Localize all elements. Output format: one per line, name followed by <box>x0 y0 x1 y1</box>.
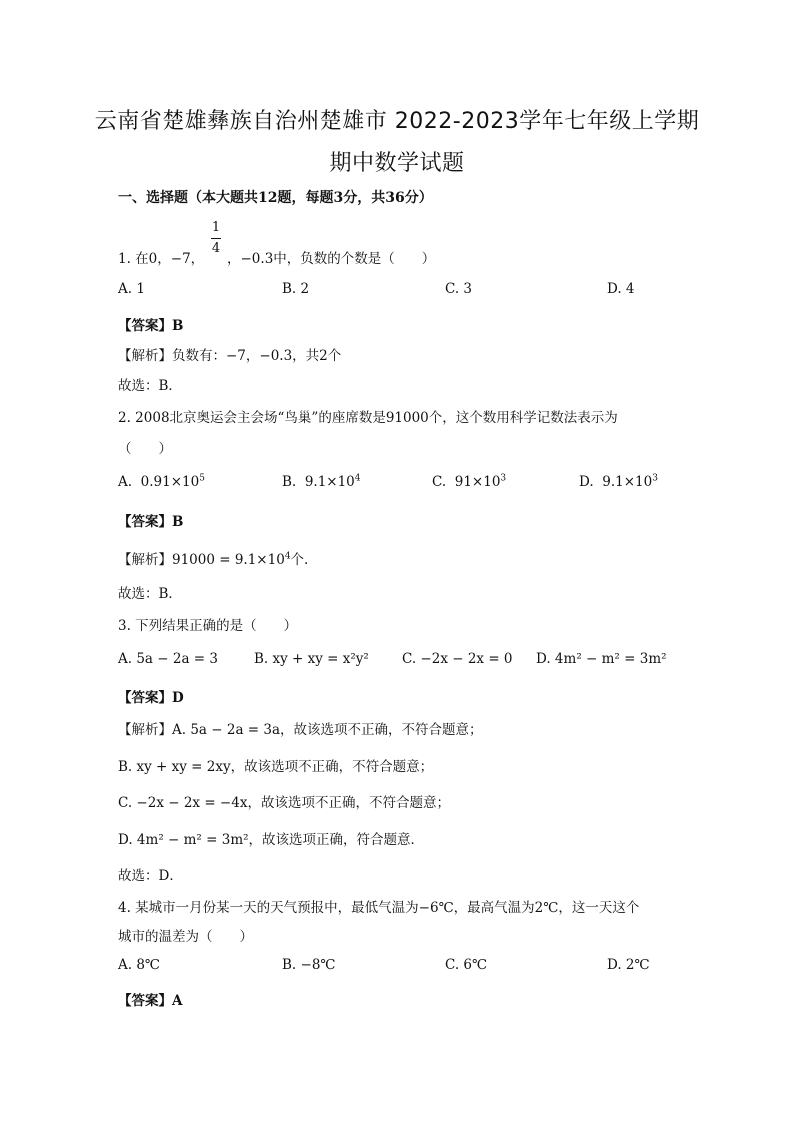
q2-analysis-exp: 4 <box>284 551 291 562</box>
q3-analysis-b: B. xy + xy = 2xy，故该选项不正确，不符合题意； <box>118 759 434 775</box>
q2-option-d-label: D. <box>579 474 594 490</box>
q3-stem: 3. 下列结果正确的是（ ） <box>118 618 298 634</box>
q2-option-b-base: 9.1×10 <box>304 474 355 490</box>
q4-option-c: C. 6℃ <box>445 957 488 973</box>
q2-option-c-label: C. <box>432 474 447 490</box>
q1-fraction-numerator: 1 <box>211 220 221 235</box>
q2-option-b-label: B. <box>282 474 297 490</box>
q1-fraction-bar <box>211 238 221 239</box>
q2-option-a-label: A. <box>118 474 133 490</box>
q4-stem-line-1: 4. 某城市一月份某一天的天气预报中，最低气温为−6℃，最高气温为2℃，这一天这个 <box>118 900 640 916</box>
q4-option-b: B. −8℃ <box>282 957 336 973</box>
q1-stem-suffix: ，−0.3中，负数的个数是（ ） <box>227 251 436 267</box>
q2-option-d <box>579 474 658 490</box>
section-heading: 一、选择题（本大题共12题，每题3分，共36分） <box>118 190 433 206</box>
q2-option-c <box>432 474 506 490</box>
q2-option-d-exp: 3 <box>652 473 658 484</box>
q3-option-a: A. 5a − 2a = 3 <box>118 651 218 667</box>
q2-analysis-prefix: 【解析】91000 = 9.1×10 <box>118 552 285 568</box>
q4-answer: 【答案】A <box>118 993 183 1009</box>
q2-option-d-base: 9.1×10 <box>602 474 653 490</box>
q1-stem-prefix: 1. 在0，−7， <box>118 251 205 267</box>
q1-answer: 【答案】B <box>118 318 184 334</box>
q3-analysis-a: 【解析】A. 5a − 2a = 3a，故该选项不正确，不符合题意； <box>118 722 483 738</box>
q4-stem-line-2: 城市的温差为（ ） <box>118 929 253 945</box>
q4-option-a: A. 8℃ <box>118 957 161 973</box>
q1-analysis: 【解析】负数有：−7，−0.3，共2个 <box>118 348 342 364</box>
q2-conclusion: 故选：B． <box>118 586 182 602</box>
q2-stem-line-2: （ ） <box>118 441 172 457</box>
q3-conclusion: 故选：D． <box>118 868 183 884</box>
q1-option-c: C. 3 <box>445 281 473 297</box>
q1-option-a: A. 1 <box>118 281 145 297</box>
q3-option-b: B. xy + xy = x²y² <box>254 651 369 667</box>
q3-analysis-d: D. 4m² − m² = 3m²，故该选项正确，符合题意． <box>118 832 425 848</box>
q2-option-a <box>118 474 205 490</box>
q2-option-c-exp: 3 <box>500 473 507 484</box>
q4-option-d: D. 2℃ <box>607 957 650 973</box>
q2-option-b-exp: 4 <box>354 473 361 484</box>
q3-option-d: D. 4m² − m² = 3m² <box>536 651 667 667</box>
q1-option-b: B. 2 <box>282 281 310 297</box>
q3-option-c: C. −2x − 2x = 0 <box>402 651 513 667</box>
q1-option-d: D. 4 <box>607 281 635 297</box>
q3-analysis-c: C. −2x − 2x = −4x，故该选项不正确，不符合题意； <box>118 795 450 811</box>
document-title-line-1: 云南省楚雄彝族自治州楚雄市 2022-2023学年七年级上学期 <box>94 109 700 134</box>
q2-analysis-suffix: 个. <box>290 552 309 568</box>
q2-stem-line-1: 2. 2008北京奥运会主会场“鸟巢”的座席数是91000个，这个数用科学记数法表示为 <box>118 410 618 426</box>
q2-answer: 【答案】B <box>118 514 184 530</box>
q2-analysis <box>118 548 308 568</box>
q1-conclusion: 故选：B． <box>118 378 182 394</box>
q2-option-c-base: 91×10 <box>454 474 501 490</box>
q1-fraction-denominator: 4 <box>211 241 221 256</box>
q2-option-a-base: 0.91×10 <box>140 474 200 490</box>
q3-answer: 【答案】D <box>118 690 184 706</box>
document-title-line-2: 期中数学试题 <box>329 151 465 176</box>
q2-option-b <box>282 474 361 490</box>
q2-option-a-exp: 5 <box>199 473 205 484</box>
